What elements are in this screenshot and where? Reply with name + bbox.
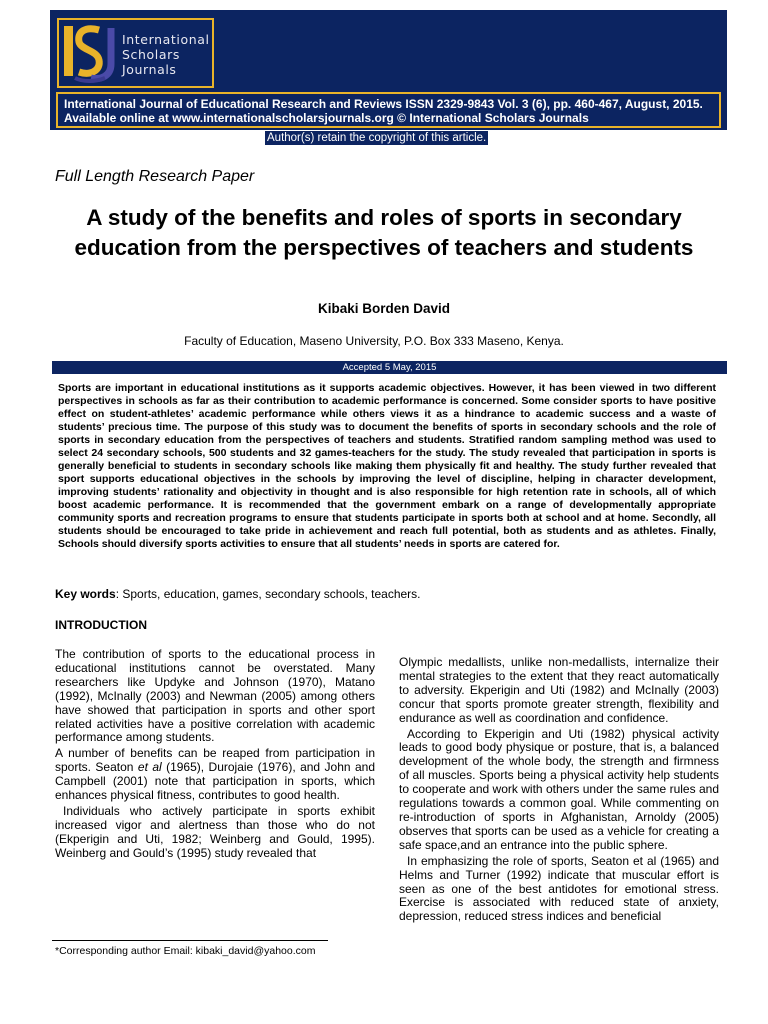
journal-info: International Journal of Educational Research and Reviews ISSN 2329-9843 Vol. 3 (6), pp. 460-467, August, 2015. Available online at www.internationalscholarsjournals.org © International Scholars Journals — [56, 92, 721, 128]
author-affiliation: Faculty of Education, Maseno University, P.O. Box 333 Maseno, Kenya. — [184, 334, 564, 348]
keywords — [55, 587, 421, 601]
keywords-label: Key words — [55, 587, 116, 601]
body-column-right — [399, 656, 719, 926]
paragraph: Olympic medallists, unlike non-medallists, internalize their mental strategies to the extent that they react automatically to adversity. Ekperigin and Uti (1982) and McInally (2003) concur that sports promote greater strength, flexibility and endurance as well as coordination and confidence. — [399, 655, 719, 725]
accepted-date: Accepted 5 May, 2015 — [52, 361, 727, 374]
logo-line-2: Scholars — [122, 47, 180, 62]
isj-logo-icon — [61, 22, 119, 84]
corresponding-author-footnote: *Corresponding author Email: kibaki_david@yahoo.com — [55, 945, 316, 957]
footnote-divider — [52, 940, 328, 941]
logo-wordmark — [122, 32, 210, 77]
section-heading: INTRODUCTION — [55, 618, 147, 632]
journal-banner — [50, 10, 727, 130]
journal-logo — [57, 18, 214, 88]
paragraph: According to Ekperigin and Uti (1982) physical activity leads to good body physique or posture, that is, a balanced development of the whole body, the strength and firmness of all muscles. Sports being a physical activity help students to cooperate and work with others under the same rules and regulations towards a common goal. While commenting on re-introduction of sports in Afghanistan, Arnoldy (2005) observes that sports can be used as a vehicle for creating a safe space,and an entrance into the public sphere. — [399, 726, 719, 852]
logo-line-1: International — [122, 32, 210, 47]
paragraph: In emphasizing the role of sports, Seaton et al (1965) and Helms and Turner (1992) indicate that muscular effort is seen as one of the best antidotes for emotional stress. Exercise is associated with reduced state of anxiety, depression, reduced stress indices and beneficial — [399, 853, 719, 924]
keywords-list: : Sports, education, games, secondary schools, teachers. — [115, 587, 421, 601]
paragraph: The contribution of sports to the educational process in educational institutions cannot be overstated. Many researchers like Updyke and Johnson (1970), Matano (1992), McInally (2003) and Newman (2005) among others have showed that participation in sports and other sport related activities have a positive correlation with academic performance among students. — [55, 647, 375, 745]
copyright-notice: Author(s) retain the copyright of this article. — [267, 132, 487, 144]
paragraph: Individuals who actively participate in sports exhibit increased vigor and alertness than those who do not (Ekperigin and Uti, 1982; Weinberg and Gould, 1995). Weinberg and Gould’s (1995) study revealed that — [55, 803, 375, 860]
paper-title: A study of the benefits and roles of sports in secondary education from the perspectives of teachers and students — [74, 205, 694, 260]
author-name: Kibaki Borden David — [317, 301, 451, 316]
logo-line-3: Journals — [122, 62, 177, 77]
body-column-left — [55, 648, 375, 863]
paragraph: A number of benefits can be reaped from participation in sports. Seaton et al (1965), Durojaie (1976), and John and Campbell (2001) note that participation in sports, which enhances physical fitness, contributes to good health. — [55, 746, 375, 803]
paper-type: Full Length Research Paper — [55, 168, 255, 185]
abstract: Sports are important in educational institutions as it supports academic objectives. However, it has been viewed in two different perspectives in schools as far as their contribution to academic performance is concerned. Some consider sports to have positive effect on student-athletes’ academic performance while others views it as a hindrance to academic success and a waste of students’ precious time. The purpose of this study was to document the benefits of sports in secondary schools and the role of sports in secondary education from the perspectives of teachers and students. Stratified random sampling method was used to select 24 secondary schools, 500 students and 32 games-teachers for the study. The study revealed that participation in sports is generally beneficial to students in secondary schools like making them physically fit and healthy. The study further revealed that sport supports educational objectives in the schools by improving the level of discipline, helping in character development, improving students’ rationality and objectivity in thought and is also responsible for high retention rate in schools, all of which boost academic performance. It is recommended that the government embark on a range of developmentally appropriate community sports and recreation programs to ensure that students participate in sports both at school and at home. Secondly, all students should be encouraged to take pride in achievement and reach full potential, both as students and as athletes. Finally, Schools should diversify sports activities to ensure that all students’ needs in sports are catered for. — [58, 382, 716, 550]
